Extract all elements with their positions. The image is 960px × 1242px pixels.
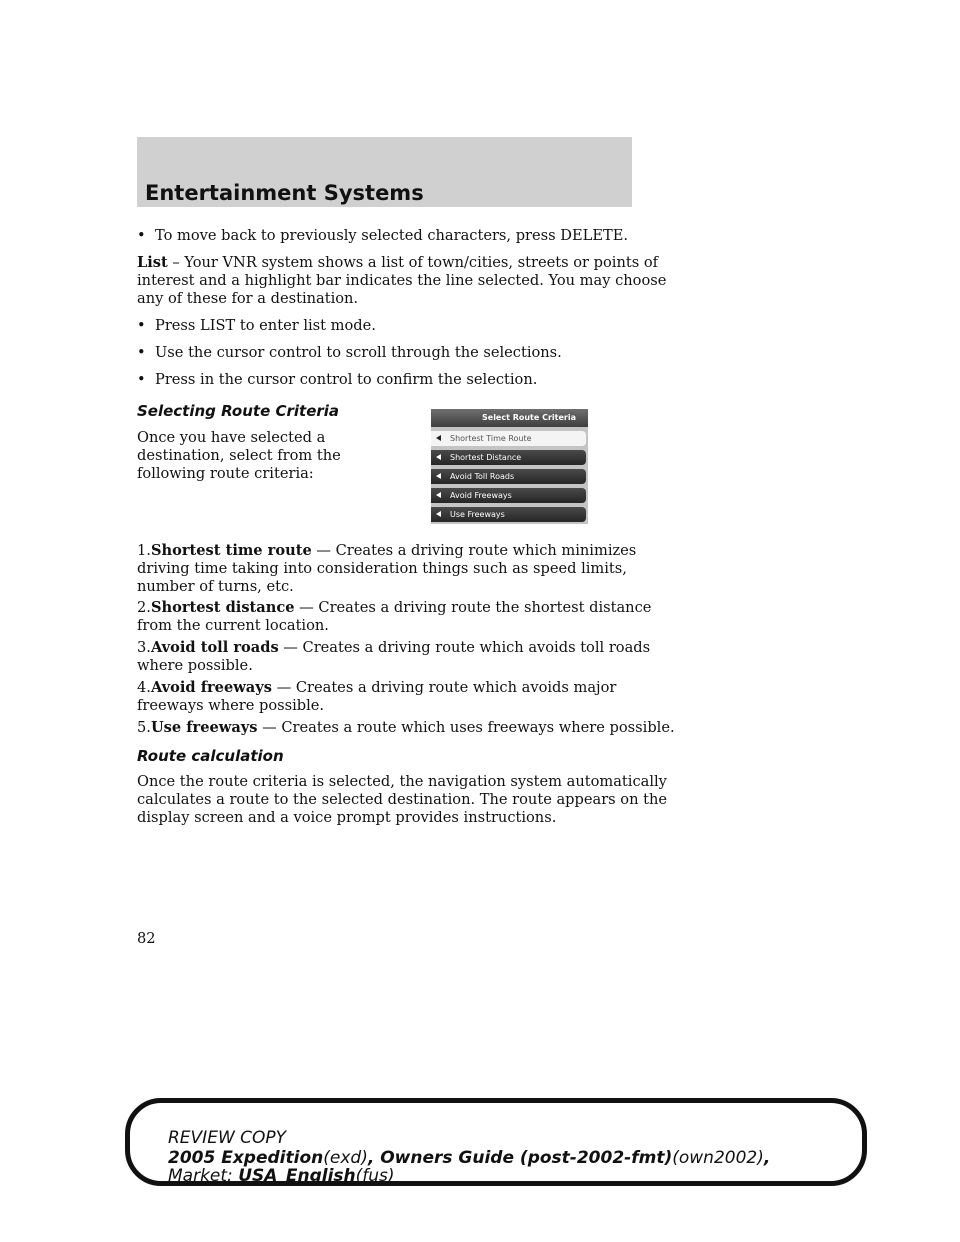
list-para-line-1 [137, 254, 657, 272]
bullet-mark: • [137, 227, 146, 244]
arrow-left-icon [436, 473, 441, 479]
route-calc-line-3: display screen and a voice prompt provides instructions. [137, 809, 557, 826]
criteria-item-1-line-3: number of turns, etc. [137, 578, 294, 595]
item-number: 3. [137, 639, 151, 656]
item-text: — Creates a driving route the shortest distance [299, 599, 652, 616]
route-criteria-heading: Selecting Route Criteria [137, 402, 340, 420]
option-avoid-toll-roads[interactable] [431, 469, 586, 484]
bullet-mark: • [137, 317, 146, 334]
list-bullet-2 [137, 344, 657, 362]
footer-market-code: (fus) [355, 1166, 395, 1186]
criteria-item-2-line-2: from the current location. [137, 617, 329, 634]
footer-market-label: Market: [168, 1166, 239, 1186]
footer-market-line [168, 1167, 395, 1185]
option-shortest-time-route[interactable] [431, 431, 586, 446]
arrow-left-icon [436, 492, 441, 498]
section-header-band [137, 137, 632, 207]
item-number: 5. [137, 719, 151, 736]
section-title: Entertainment Systems [145, 181, 424, 205]
list-term: List [137, 254, 168, 271]
criteria-item-1-line-2: driving time taking into consideration things such as speed limits, [137, 560, 627, 577]
criteria-item-4-line-2: freeways where possible. [137, 697, 325, 714]
route-calc-line-2: calculates a route to the selected destination. The route appears on the [137, 791, 668, 808]
route-calc-line-1: Once the route criteria is selected, the navigation system automatically [137, 773, 667, 790]
footer-separator: , [367, 1148, 381, 1168]
footer-market: USA_English [238, 1166, 356, 1186]
route-intro-line-3: following route criteria: [137, 465, 314, 482]
bullet-mark: • [137, 344, 146, 361]
criteria-item-3-line-2: where possible. [137, 657, 253, 674]
bullet-mark: • [137, 371, 146, 388]
criteria-item-2-line-1 [137, 599, 657, 617]
footer-model-code: (exd) [323, 1148, 368, 1168]
arrow-left-icon [436, 435, 441, 441]
criteria-item-5-line-1 [137, 719, 675, 737]
list-bullet-3 [137, 371, 657, 389]
footer-model: 2005 Expedition [168, 1148, 324, 1168]
list-para-line-2: interest and a highlight bar indicates the line selected. You may choose [137, 272, 667, 289]
route-criteria-screen [431, 409, 588, 524]
footer-guide-code: (own2002) [672, 1148, 764, 1168]
route-intro-line-1: Once you have selected a [137, 429, 326, 446]
option-avoid-freeways[interactable] [431, 488, 586, 503]
footer-guide: Owners Guide (post-2002-fmt) [380, 1148, 673, 1168]
item-term: Shortest time route [150, 542, 312, 559]
option-use-freeways[interactable] [431, 507, 586, 522]
list-para-text-1: – Your VNR system shows a list of town/cities, streets or points of [167, 254, 659, 271]
arrow-left-icon [436, 511, 441, 517]
option-label: Avoid Freeways [450, 491, 512, 500]
option-label: Shortest Time Route [450, 434, 532, 443]
route-intro-line-2: destination, select from the [137, 447, 341, 464]
list-para-line-3: any of these for a destination. [137, 290, 359, 307]
item-term: Avoid freeways [150, 679, 272, 696]
intro-bullet [137, 227, 657, 245]
criteria-item-1-line-1 [137, 542, 657, 560]
criteria-item-4-line-1 [137, 679, 657, 697]
list-bullet-1 [137, 317, 657, 335]
item-term: Shortest distance [150, 599, 295, 616]
option-shortest-distance[interactable] [431, 450, 586, 465]
item-number: 1. [137, 542, 151, 559]
footer-review: REVIEW COPY [168, 1128, 287, 1148]
criteria-item-3-line-1 [137, 639, 657, 657]
bullet-text: Press LIST to enter list mode. [155, 317, 376, 334]
item-number: 2. [137, 599, 151, 616]
item-text: — Creates a driving route which minimizes [316, 542, 637, 559]
arrow-left-icon [436, 454, 441, 460]
item-term: Avoid toll roads [150, 639, 279, 656]
review-copy-footer [125, 1098, 867, 1186]
screen-title: Select Route Criteria [431, 409, 588, 427]
bullet-text: To move back to previously selected characters, press DELETE. [155, 227, 628, 244]
option-label: Use Freeways [450, 510, 505, 519]
option-label: Avoid Toll Roads [450, 472, 515, 481]
item-term: Use freeways [150, 719, 258, 736]
item-text: — Creates a driving route which avoids major [276, 679, 617, 696]
page-number: 82 [137, 930, 156, 947]
bullet-text: Use the cursor control to scroll through the selections. [155, 344, 562, 361]
footer-model-line [168, 1149, 770, 1167]
route-calc-heading: Route calculation [137, 747, 284, 765]
item-text: — Creates a route which uses freeways where possible. [262, 719, 675, 736]
option-label: Shortest Distance [450, 453, 522, 462]
footer-separator: , [763, 1148, 771, 1168]
item-number: 4. [137, 679, 151, 696]
item-text: — Creates a driving route which avoids toll roads [283, 639, 651, 656]
bullet-text: Press in the cursor control to confirm the selection. [155, 371, 538, 388]
